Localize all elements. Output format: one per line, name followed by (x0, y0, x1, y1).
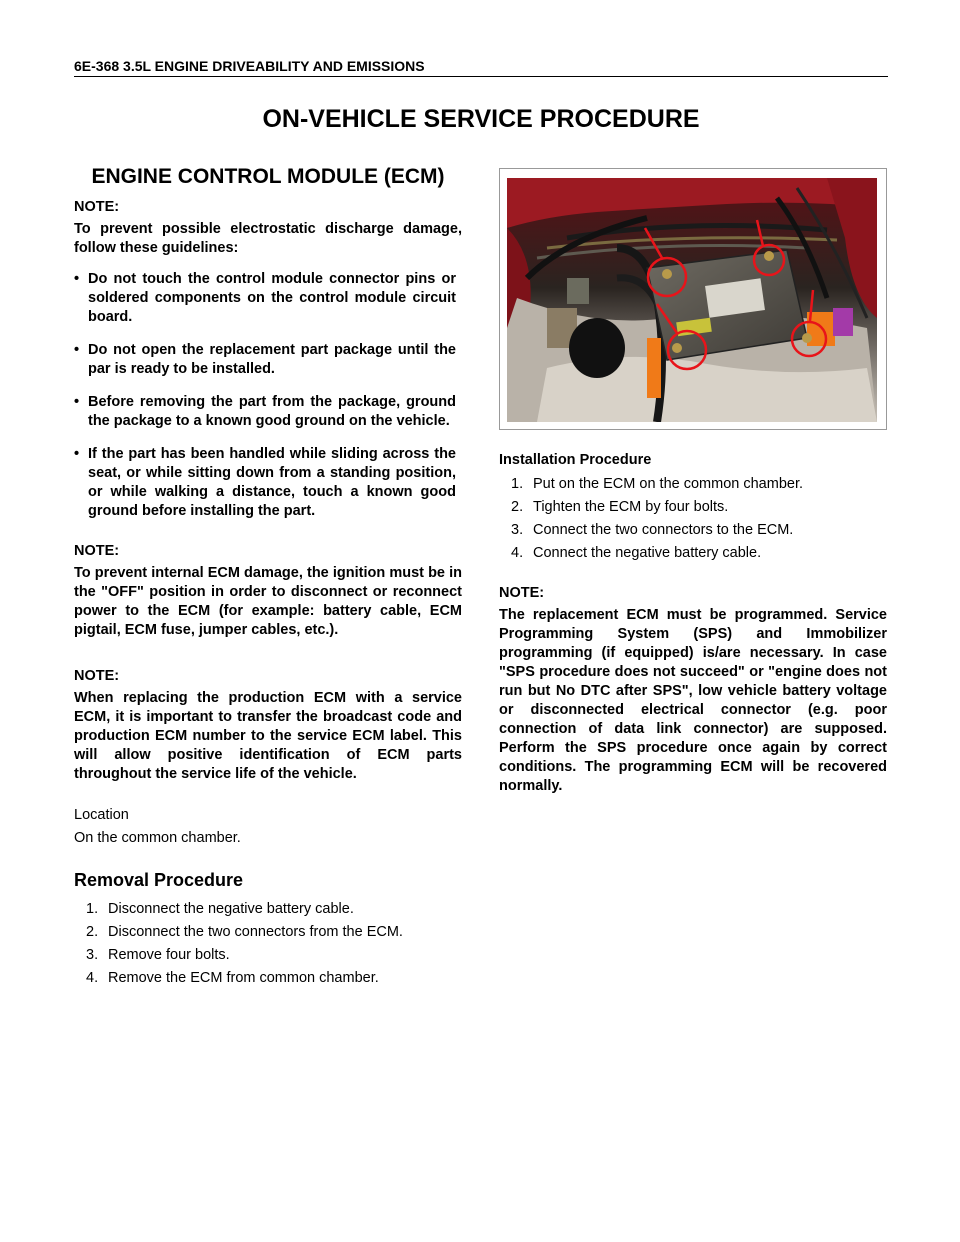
bullet-icon: • (74, 446, 80, 462)
list-item: 3. Connect the two connectors to the ECM. (511, 522, 794, 538)
list-item: 4. Connect the negative battery cable. (511, 545, 762, 561)
list-item: • Before removing the part from the package, ground the package to a known good ground on the vehicle. (74, 394, 456, 429)
list-item: 1. Put on the ECM on the common chamber. (511, 476, 803, 492)
list-item: • Do not open the replacement part package until the par is ready to be installed. (74, 342, 456, 377)
bullet-icon: • (74, 394, 80, 410)
esd-guidelines-list (74, 270, 462, 521)
ecm-photo (499, 168, 887, 430)
note-label: NOTE: (499, 585, 545, 601)
note-label: NOTE: (74, 668, 120, 684)
note-label: NOTE: (74, 199, 120, 215)
note-text: To prevent internal ECM damage, the ignition must be in the "OFF" position in order to disconnect or reconnect power to the ECM (for example: battery cable, ECM pigtail, ECM fuse, jumper cables, etc.). (74, 565, 462, 638)
list-item: 3. Remove four bolts. (86, 947, 230, 963)
list-item: 2. Disconnect the two connectors from the ECM. (86, 924, 403, 940)
bullet-icon: • (74, 342, 80, 358)
right-column (499, 168, 887, 796)
section-title: ENGINE CONTROL MODULE (ECM) (91, 165, 445, 188)
removal-steps (74, 900, 462, 988)
list-item: 4. Remove the ECM from common chamber. (86, 970, 379, 986)
note-text: The replacement ECM must be programmed. Service Programming System (SPS) and Immobilizer programming (if equipped) is/are necessary. In case "SPS procedure does not succeed" or "engine does not run but No DTC after SPS", low vehicle battery voltage or disconnected electrical connector (e.g. poor connection of data link connector) are supposed. Perform the SPS procedure once again by correct conditions. The programming ECM will be recovered normally. (499, 607, 887, 794)
left-column (74, 165, 462, 992)
list-item: 2. Tighten the ECM by four bolts. (511, 499, 729, 515)
note-label: NOTE: (74, 543, 120, 559)
installation-title: Installation Procedure (499, 452, 652, 468)
note-text: When replacing the production ECM with a service ECM, it is important to transfer the broadcast code and production ECM number to the service ECM label. This will allow positive identification of ECM parts throughout the service life of the vehicle. (74, 690, 462, 782)
list-item: • Do not touch the control module connector pins or soldered components on the control module circuit board. (74, 271, 456, 325)
removal-title: Removal Procedure (74, 870, 244, 890)
page-title: ON-VEHICLE SERVICE PROCEDURE (262, 105, 700, 133)
page-header: 6E-368 3.5L ENGINE DRIVEABILITY AND EMISSIONS (74, 58, 888, 77)
engine-bay-illustration (507, 178, 877, 422)
installation-steps (499, 475, 887, 563)
location-label: Location (74, 807, 129, 823)
location-text: On the common chamber. (74, 830, 241, 846)
note-text: To prevent possible electrostatic discharge damage, follow these guidelines: (74, 221, 462, 256)
bullet-icon: • (74, 271, 80, 287)
list-item: • If the part has been handled while sliding across the seat, or while sitting down from a standing position, or while walking a distance, touch a known good ground before installing the part. (74, 446, 456, 519)
list-item: 1. Disconnect the negative battery cable. (86, 901, 354, 917)
